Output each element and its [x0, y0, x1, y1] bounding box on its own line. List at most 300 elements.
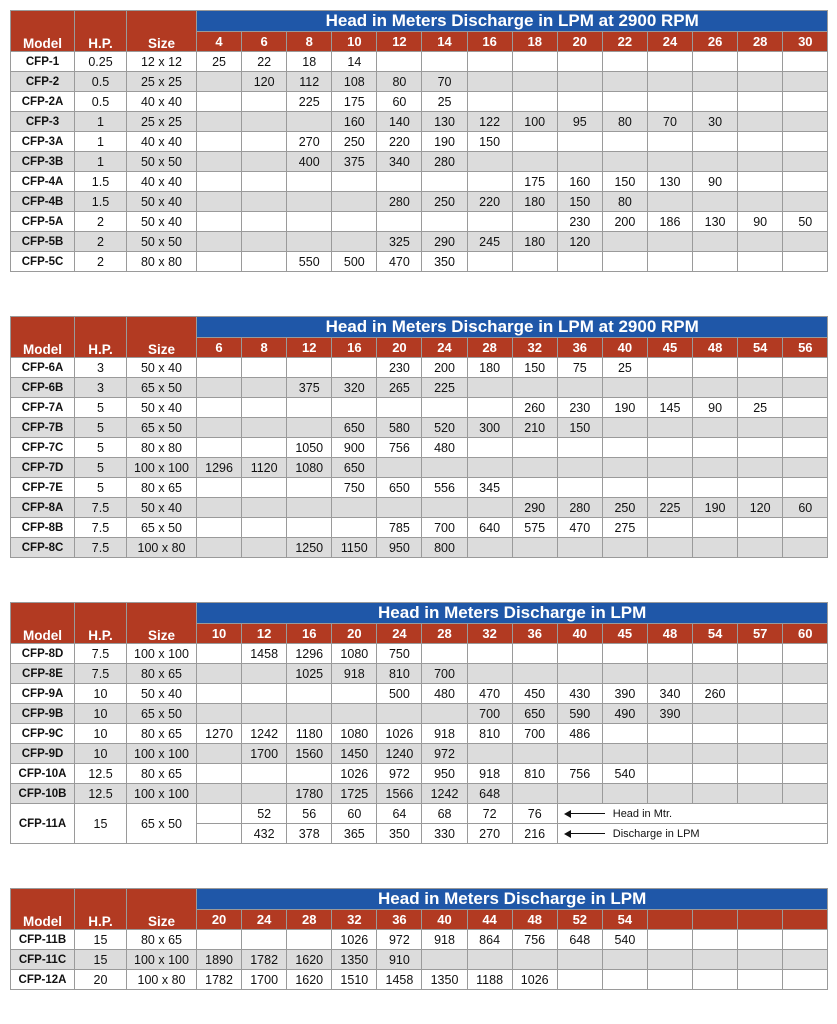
- discharge-cell: 500: [377, 684, 422, 704]
- discharge-cell: [242, 378, 287, 398]
- discharge-cell: [557, 478, 602, 498]
- discharge-cell: 1026: [512, 970, 557, 990]
- discharge-cell: 70: [422, 72, 467, 92]
- discharge-cell: [602, 538, 647, 558]
- table-row: [11, 930, 828, 950]
- discharge-cell: [783, 458, 828, 478]
- discharge-cell: [647, 478, 692, 498]
- size-cell: 50 x 40: [127, 212, 197, 232]
- discharge-cell: 1560: [287, 744, 332, 764]
- discharge-cell: 60: [377, 92, 422, 112]
- discharge-cell: [783, 478, 828, 498]
- discharge-cell: [783, 132, 828, 152]
- discharge-cell: [738, 358, 783, 378]
- discharge-cell: 648: [467, 784, 512, 804]
- discharge-cell: 225: [287, 92, 332, 112]
- discharge-cell: [602, 132, 647, 152]
- size-cell: 25 x 25: [127, 72, 197, 92]
- discharge-cell: [557, 950, 602, 970]
- discharge-cell: 80: [377, 72, 422, 92]
- discharge-cell: [602, 418, 647, 438]
- discharge-cell: 700: [467, 704, 512, 724]
- table-row: [11, 518, 828, 538]
- discharge-cell: 14: [332, 52, 377, 72]
- discharge-cell: [602, 784, 647, 804]
- discharge-cell: [467, 664, 512, 684]
- discharge-cell: 480: [422, 438, 467, 458]
- discharge-cell: [738, 664, 783, 684]
- head-value: 64: [377, 804, 422, 824]
- hp-cell: 7.5: [75, 538, 127, 558]
- discharge-cell: 160: [332, 112, 377, 132]
- discharge-cell: 25: [738, 398, 783, 418]
- discharge-cell: 345: [467, 478, 512, 498]
- discharge-cell: 400: [287, 152, 332, 172]
- discharge-cell: [197, 172, 242, 192]
- head-value: 36: [512, 624, 557, 644]
- discharge-cell: 918: [467, 764, 512, 784]
- discharge-cell: 1620: [287, 970, 332, 990]
- discharge-cell: [287, 172, 332, 192]
- discharge-cell: [512, 132, 557, 152]
- discharge-cell: 972: [422, 744, 467, 764]
- discharge-cell: [467, 212, 512, 232]
- discharge-cell: [197, 824, 242, 844]
- discharge-cell: [422, 644, 467, 664]
- head-value: 60: [332, 804, 377, 824]
- model-cell: CFP-8B: [11, 518, 75, 538]
- head-value: [647, 910, 692, 930]
- discharge-cell: [557, 72, 602, 92]
- discharge-cell: 1458: [242, 644, 287, 664]
- discharge-cell: [602, 724, 647, 744]
- discharge-cell: [647, 930, 692, 950]
- discharge-cell: [332, 358, 377, 378]
- discharge-cell: [738, 684, 783, 704]
- table-row: [11, 358, 828, 378]
- discharge-cell: [332, 704, 377, 724]
- head-value: 10: [332, 32, 377, 52]
- discharge-cell: 1296: [287, 644, 332, 664]
- model-cell: CFP-7D: [11, 458, 75, 478]
- discharge-cell: [242, 192, 287, 212]
- size-cell: 50 x 40: [127, 192, 197, 212]
- discharge-cell: [693, 518, 738, 538]
- discharge-cell: 330: [422, 824, 467, 844]
- discharge-cell: 1025: [287, 664, 332, 684]
- head-value: 36: [557, 338, 602, 358]
- hp-cell: 2: [75, 252, 127, 272]
- discharge-cell: 230: [377, 358, 422, 378]
- discharge-cell: 1050: [287, 438, 332, 458]
- discharge-cell: [422, 172, 467, 192]
- discharge-cell: 1026: [332, 930, 377, 950]
- discharge-cell: 225: [647, 498, 692, 518]
- discharge-cell: [693, 52, 738, 72]
- discharge-cell: 750: [377, 644, 422, 664]
- model-cell: CFP-9C: [11, 724, 75, 744]
- discharge-cell: [242, 358, 287, 378]
- discharge-cell: 1725: [332, 784, 377, 804]
- discharge-cell: [783, 950, 828, 970]
- discharge-cell: [783, 378, 828, 398]
- head-value: 18: [512, 32, 557, 52]
- head-value: 22: [602, 32, 647, 52]
- discharge-cell: [467, 72, 512, 92]
- hp-cell: 12.5: [75, 764, 127, 784]
- discharge-cell: 150: [467, 132, 512, 152]
- pump-table-4: [10, 888, 827, 990]
- head-value: 48: [512, 910, 557, 930]
- discharge-cell: [738, 518, 783, 538]
- discharge-cell: 130: [422, 112, 467, 132]
- discharge-cell: 378: [287, 824, 332, 844]
- discharge-cell: 375: [332, 152, 377, 172]
- table-row: [11, 538, 828, 558]
- discharge-cell: [512, 152, 557, 172]
- discharge-cell: 220: [377, 132, 422, 152]
- discharge-cell: [783, 438, 828, 458]
- hp-cell: 1.5: [75, 172, 127, 192]
- discharge-cell: 290: [422, 232, 467, 252]
- discharge-cell: [738, 438, 783, 458]
- discharge-cell: [783, 764, 828, 784]
- discharge-cell: [647, 252, 692, 272]
- size-cell: 100 x 100: [127, 784, 197, 804]
- size-cell: 65 x 50: [127, 704, 197, 724]
- discharge-cell: [557, 744, 602, 764]
- discharge-cell: [467, 538, 512, 558]
- discharge-cell: [467, 498, 512, 518]
- discharge-cell: 810: [512, 764, 557, 784]
- discharge-cell: [332, 212, 377, 232]
- discharge-cell: 180: [512, 232, 557, 252]
- discharge-cell: [197, 398, 242, 418]
- table-title: Head in Meters Discharge in LPM at 2900 RPM: [197, 11, 828, 32]
- discharge-cell: [242, 704, 287, 724]
- discharge-cell: 500: [332, 252, 377, 272]
- discharge-cell: [512, 52, 557, 72]
- discharge-cell: 150: [512, 358, 557, 378]
- discharge-cell: 250: [332, 132, 377, 152]
- size-cell: 50 x 50: [127, 152, 197, 172]
- column-header-hp: H.P.: [75, 889, 127, 930]
- discharge-cell: 216: [512, 824, 557, 844]
- discharge-cell: [377, 212, 422, 232]
- discharge-cell: [242, 398, 287, 418]
- pump-table-1: [10, 10, 827, 272]
- discharge-cell: 1080: [332, 724, 377, 744]
- discharge-cell: [738, 930, 783, 950]
- model-cell: CFP-1: [11, 52, 75, 72]
- size-cell: 50 x 40: [127, 358, 197, 378]
- discharge-cell: 580: [377, 418, 422, 438]
- discharge-cell: [197, 92, 242, 112]
- discharge-cell: 280: [377, 192, 422, 212]
- discharge-cell: [647, 724, 692, 744]
- discharge-cell: [467, 438, 512, 458]
- size-cell: 50 x 40: [127, 398, 197, 418]
- column-header-size: Size: [127, 603, 197, 644]
- discharge-cell: [783, 72, 828, 92]
- size-cell: 80 x 80: [127, 252, 197, 272]
- discharge-cell: [242, 172, 287, 192]
- size-cell: 80 x 65: [127, 664, 197, 684]
- discharge-cell: 650: [512, 704, 557, 724]
- head-value: 28: [467, 338, 512, 358]
- discharge-cell: [647, 152, 692, 172]
- discharge-cell: 470: [467, 684, 512, 704]
- discharge-cell: [512, 784, 557, 804]
- discharge-cell: [197, 232, 242, 252]
- discharge-cell: [647, 764, 692, 784]
- head-value: 10: [197, 624, 242, 644]
- head-value: 54: [738, 338, 783, 358]
- discharge-cell: 175: [332, 92, 377, 112]
- pump-table-3: [10, 602, 827, 844]
- size-cell: 40 x 40: [127, 92, 197, 112]
- discharge-cell: [783, 724, 828, 744]
- table-row: [11, 684, 828, 704]
- discharge-cell: 30: [693, 112, 738, 132]
- discharge-cell: [738, 378, 783, 398]
- hp-cell: 20: [75, 970, 127, 990]
- head-value: 28: [422, 624, 467, 644]
- discharge-cell: [287, 704, 332, 724]
- model-cell: CFP-8D: [11, 644, 75, 664]
- head-value: 40: [602, 338, 647, 358]
- hp-cell: 5: [75, 458, 127, 478]
- discharge-cell: [287, 518, 332, 538]
- discharge-cell: [557, 784, 602, 804]
- pump-table-2: [10, 316, 827, 558]
- hp-cell: 0.5: [75, 72, 127, 92]
- discharge-cell: [377, 52, 422, 72]
- size-cell: 40 x 40: [127, 172, 197, 192]
- head-value: [693, 910, 738, 930]
- discharge-cell: [647, 970, 692, 990]
- discharge-cell: [783, 744, 828, 764]
- discharge-cell: 1180: [287, 724, 332, 744]
- discharge-cell: 265: [377, 378, 422, 398]
- discharge-cell: [242, 212, 287, 232]
- discharge-cell: 490: [602, 704, 647, 724]
- discharge-cell: [693, 744, 738, 764]
- discharge-cell: 520: [422, 418, 467, 438]
- discharge-cell: [242, 664, 287, 684]
- discharge-cell: 120: [557, 232, 602, 252]
- discharge-cell: [783, 970, 828, 990]
- table-row: [11, 172, 828, 192]
- discharge-cell: [242, 538, 287, 558]
- head-annotation-label: Head in Mtr.: [612, 807, 673, 820]
- table-row: [11, 112, 828, 132]
- hp-cell: 3: [75, 378, 127, 398]
- model-cell: CFP-10A: [11, 764, 75, 784]
- discharge-cell: [197, 744, 242, 764]
- discharge-cell: 900: [332, 438, 377, 458]
- discharge-cell: [738, 950, 783, 970]
- discharge-cell: 785: [377, 518, 422, 538]
- model-cell: CFP-11B: [11, 930, 75, 950]
- discharge-cell: [738, 538, 783, 558]
- discharge-cell: 150: [602, 172, 647, 192]
- hp-cell: 1: [75, 132, 127, 152]
- discharge-cell: [693, 232, 738, 252]
- size-cell: 100 x 80: [127, 538, 197, 558]
- table-row: [11, 704, 828, 724]
- discharge-cell: 25: [422, 92, 467, 112]
- head-value: 52: [557, 910, 602, 930]
- head-value: 4: [197, 32, 242, 52]
- discharge-cell: [512, 212, 557, 232]
- discharge-cell: 1566: [377, 784, 422, 804]
- discharge-cell: [693, 970, 738, 990]
- head-value: 32: [512, 338, 557, 358]
- discharge-cell: 918: [422, 724, 467, 744]
- discharge-cell: [783, 112, 828, 132]
- discharge-cell: [738, 784, 783, 804]
- discharge-cell: [467, 52, 512, 72]
- head-value: 60: [783, 624, 828, 644]
- model-cell: CFP-4B: [11, 192, 75, 212]
- discharge-cell: 430: [557, 684, 602, 704]
- table-title: Head in Meters Discharge in LPM: [197, 603, 828, 624]
- discharge-cell: [647, 784, 692, 804]
- hp-cell: 7.5: [75, 498, 127, 518]
- discharge-cell: 160: [557, 172, 602, 192]
- hp-cell: 15: [75, 930, 127, 950]
- size-cell: 50 x 50: [127, 232, 197, 252]
- hp-cell: 10: [75, 744, 127, 764]
- table-row: [11, 724, 828, 744]
- discharge-cell: [332, 192, 377, 212]
- discharge-cell: [332, 172, 377, 192]
- head-value: 6: [242, 32, 287, 52]
- discharge-cell: [242, 478, 287, 498]
- discharge-cell: [467, 252, 512, 272]
- model-cell: CFP-8E: [11, 664, 75, 684]
- discharge-cell: 80: [602, 112, 647, 132]
- model-cell: CFP-7C: [11, 438, 75, 458]
- hp-cell: 7.5: [75, 518, 127, 538]
- discharge-cell: [197, 478, 242, 498]
- column-header-model: Model: [11, 603, 75, 644]
- head-value: 16: [467, 32, 512, 52]
- discharge-cell: 910: [377, 950, 422, 970]
- column-header-size: Size: [127, 889, 197, 930]
- hp-cell: 2: [75, 212, 127, 232]
- discharge-cell: 100: [512, 112, 557, 132]
- table-row: [11, 92, 828, 112]
- discharge-cell: [602, 970, 647, 990]
- model-cell: CFP-5C: [11, 252, 75, 272]
- column-header-size: Size: [127, 317, 197, 358]
- discharge-cell: [783, 358, 828, 378]
- model-cell: CFP-7A: [11, 398, 75, 418]
- head-value: 24: [242, 910, 287, 930]
- model-cell: CFP-8C: [11, 538, 75, 558]
- table-row: [11, 192, 828, 212]
- head-value: 20: [332, 624, 377, 644]
- discharge-cell: [602, 478, 647, 498]
- discharge-cell: 280: [557, 498, 602, 518]
- size-cell: 65 x 50: [127, 378, 197, 398]
- discharge-cell: 220: [467, 192, 512, 212]
- head-value: 12: [287, 338, 332, 358]
- table-row: [11, 132, 828, 152]
- discharge-cell: [647, 644, 692, 664]
- discharge-cell: [693, 724, 738, 744]
- table-title: Head in Meters Discharge in LPM at 2900 RPM: [197, 317, 828, 338]
- head-value: 40: [557, 624, 602, 644]
- discharge-cell: [242, 784, 287, 804]
- performance-table: [10, 316, 828, 558]
- discharge-cell: [332, 518, 377, 538]
- table-row: [11, 52, 828, 72]
- discharge-cell: 918: [332, 664, 377, 684]
- discharge-cell: 70: [647, 112, 692, 132]
- discharge-cell: [512, 438, 557, 458]
- column-header-hp: H.P.: [75, 603, 127, 644]
- arrow-shaft: [571, 813, 605, 815]
- discharge-cell: [738, 478, 783, 498]
- discharge-cell: [422, 212, 467, 232]
- discharge-cell: [242, 438, 287, 458]
- discharge-cell: 340: [377, 152, 422, 172]
- discharge-cell: [738, 152, 783, 172]
- discharge-cell: [377, 398, 422, 418]
- column-header-size: Size: [127, 11, 197, 52]
- size-cell: 25 x 25: [127, 112, 197, 132]
- head-value: 30: [783, 32, 828, 52]
- model-cell: CFP-11C: [11, 950, 75, 970]
- discharge-cell: [647, 950, 692, 970]
- discharge-cell: [287, 498, 332, 518]
- model-cell: CFP-7B: [11, 418, 75, 438]
- discharge-cell: 290: [512, 498, 557, 518]
- discharge-cell: [197, 664, 242, 684]
- discharge-cell: [783, 518, 828, 538]
- discharge-cell: [512, 744, 557, 764]
- discharge-cell: [738, 418, 783, 438]
- discharge-cell: [602, 152, 647, 172]
- head-value: 28: [738, 32, 783, 52]
- discharge-cell: [602, 458, 647, 478]
- discharge-cell: [557, 92, 602, 112]
- table-row: [11, 212, 828, 232]
- discharge-cell: [647, 358, 692, 378]
- discharge-cell: [602, 438, 647, 458]
- model-cell: CFP-6B: [11, 378, 75, 398]
- size-cell: 100 x 100: [127, 458, 197, 478]
- size-cell: 80 x 65: [127, 478, 197, 498]
- size-cell: 100 x 80: [127, 970, 197, 990]
- table-row: [11, 72, 828, 92]
- discharge-cell: 375: [287, 378, 332, 398]
- column-header-model: Model: [11, 889, 75, 930]
- head-value: 20: [557, 32, 602, 52]
- head-value: 52: [242, 804, 287, 824]
- discharge-cell: [242, 930, 287, 950]
- hp-cell: 7.5: [75, 644, 127, 664]
- discharge-cell: 200: [422, 358, 467, 378]
- discharge-cell: 75: [557, 358, 602, 378]
- discharge-cell: [602, 52, 647, 72]
- discharge-cell: 25: [197, 52, 242, 72]
- discharge-cell: [512, 378, 557, 398]
- discharge-cell: 1242: [422, 784, 467, 804]
